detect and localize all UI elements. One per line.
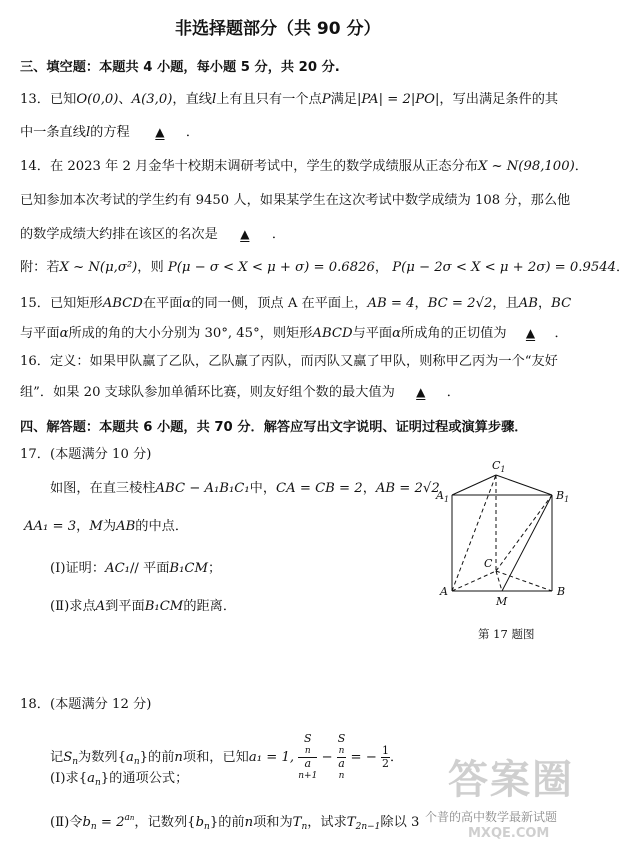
question-18-line-1: 记$S_n$为数列$\{a_n\}$的前n项和，已知a₁ = 1, S n a n+1 − S n a n = − $\frac{1}{2}$ ． [50, 732, 404, 781]
probability-2: P(μ − 2σ < X < μ + 2σ) = 0.9544 [392, 260, 617, 275]
question-15-line-2: 与平面α所成的角的大小分别为 30°, 45°，则矩形ABCD与平面α所成角的正切值为 ▲ ． [20, 326, 568, 341]
edge-cm [496, 571, 502, 591]
text: 与平面 [20, 326, 60, 341]
question-number: 18． [20, 697, 50, 712]
blank-marker: ▲ [416, 385, 426, 399]
figure-caption: 第 17 题图 [478, 627, 535, 641]
question-14-note: 附：若X ~ N(μ,σ²)，则 P(μ − σ < X < μ + σ) = 0.6826， P(μ − 2σ < X < μ + 2σ) = 0.9544． [20, 260, 629, 275]
plane-alpha: α [182, 296, 192, 311]
eq-ab: AB = 4 [367, 296, 415, 311]
question-17-part-1 [50, 561, 221, 577]
blank-marker: ▲ [155, 125, 165, 139]
plane-b1cm: B₁CM [144, 599, 184, 614]
eq-ca-cb: CA = CB = 2 [276, 481, 363, 496]
question-13-line-2: 中一条直线l的方程 ▲ ． [20, 125, 200, 140]
question-15-line-1: 15．已知矩形ABCD在平面α的同一侧，顶点 A 在平面上，AB = 4，BC = 2√2，且AB，BC [20, 296, 572, 311]
text: 的通项公式； [109, 771, 189, 786]
score: (本题满分 10 分) [49, 447, 152, 462]
text: 上有且只有一个点 [216, 92, 322, 107]
label-b: B [557, 585, 566, 598]
text: 定义：如果甲队赢了乙队，乙队赢了丙队，而丙队又赢了甲队，则称甲乙丙为一个“友好 [49, 354, 558, 369]
label-m: M [496, 595, 508, 608]
plane-alpha: α [392, 326, 402, 341]
question-number: 15． [20, 296, 50, 311]
text: 记 [50, 750, 64, 765]
segment-ac1: AC₁ [105, 561, 130, 576]
text: 为 [102, 519, 117, 534]
question-14-line-2: 已知参加本次考试的学生约有 9450 人，如果某学生在这次考试中数学成绩为 108 分，那么他 [20, 193, 571, 208]
text: 中， [249, 481, 277, 496]
text: ，直线 [172, 92, 212, 107]
text: 的前 [148, 750, 175, 765]
point-o: O(0,0) [76, 92, 119, 107]
text: 已知矩形 [49, 296, 103, 311]
blank-marker: ▲ [525, 326, 536, 340]
text: 除以 3 [380, 815, 420, 830]
text: 在平面 [142, 296, 183, 311]
watermark-logo: 答案圈 [448, 757, 574, 803]
plane-alpha: α [59, 326, 69, 341]
var-l: l [211, 92, 217, 107]
plane-b1cm: B₁CM [169, 561, 208, 576]
question-14-line-3: 的数学成绩大约排在该区的名次是 ▲ ． [20, 227, 285, 242]
text: // 平面 [129, 561, 170, 576]
edge-ac [452, 571, 496, 591]
question-17-line-1: 如图，在直三棱柱ABC − A₁B₁C₁中，CA = CB = 2，AB = 2√2 [50, 481, 440, 496]
var-l: l [85, 125, 91, 140]
question-18-part-2: (Ⅱ)令$b_n = 2^{an}$，记数列$\{b_n\}$的前n项和为$T_n$，试求$T_{2n-1}$除以 3 [50, 813, 420, 832]
var-m: M [89, 519, 103, 534]
text: (Ⅱ)求点 [50, 599, 96, 614]
text: 组”．如果 20 支球队参加单循环比赛，则友好组个数的最大值为 [20, 385, 395, 400]
watermark-url: MXQE.COM [468, 826, 550, 841]
page-title: 非选择题部分（共 90 分） [175, 19, 381, 39]
distribution: X ~ N(μ,σ²) [59, 260, 138, 275]
text: ， [76, 519, 90, 534]
rect-abcd: ABCD [102, 296, 143, 311]
text: 的方程 [90, 125, 130, 140]
text: 中一条直线 [20, 125, 86, 140]
text: 附：若 [20, 260, 60, 275]
condition: |PA| = 2|PO| [356, 92, 440, 107]
text: 的数学成绩大约排在该区的名次是 [20, 227, 218, 242]
text: 项和为 [253, 815, 293, 830]
probability-1: P(μ − σ < X < μ + σ) = 0.6826 [167, 260, 375, 275]
text: (Ⅰ)证明： [50, 561, 106, 576]
a1-value: a₁ = 1, [248, 750, 295, 765]
question-16-line-2: 组”．如果 20 支球队参加单循环比赛，则友好组个数的最大值为 ▲ ． [20, 385, 460, 400]
text: 在 2023 年 2 月金华十校期末调研考试中，学生的数学成绩服从正态分布 [49, 159, 478, 174]
question-number: 17． [20, 447, 50, 462]
label-c1: $C_1$ [492, 459, 506, 474]
prism: ABC − A₁B₁C₁ [155, 481, 250, 496]
text: 的前 [218, 815, 245, 830]
text: 满足 [330, 92, 357, 107]
label-a: A [440, 585, 448, 598]
question-13-line-1: 13．已知O(0,0)、A(3,0)，直线l上有且只有一个点P满足|PA| = 2|PO|，写出满足条件的其 [20, 92, 559, 107]
eq-bc: BC = 2√2 [427, 296, 493, 311]
text: 到平面 [105, 599, 145, 614]
answer-blank[interactable] [218, 226, 272, 243]
question-17-line-2 [24, 519, 188, 535]
score: (本题满分 12 分) [49, 697, 152, 712]
text: ； [208, 561, 222, 576]
question-18-part-1: (Ⅰ)求$\{a_n\}$的通项公式； [50, 771, 189, 788]
section-heading-solve: 四、解答题：本题共 6 小题，共 70 分．解答应写出文字说明、证明过程或演算步骤． [20, 420, 528, 435]
edge-cb [496, 571, 552, 591]
point-a: A [95, 599, 106, 614]
text: 所成角的正切值为 [401, 326, 507, 341]
text: 项和，已知 [182, 750, 249, 765]
text: 所成的角的大小分别为 30°, 45°，则矩形 [68, 326, 313, 341]
question-16-line-1 [20, 354, 558, 370]
prism-diagram [430, 458, 580, 608]
text: ，试求 [307, 815, 347, 830]
eq-ab: AB = 2√2 [375, 481, 440, 496]
text: 为数列 [78, 750, 118, 765]
question-18-header [20, 697, 151, 713]
distribution: X ~ N(98,100) [477, 159, 575, 174]
label-c: C [484, 557, 493, 570]
text: (Ⅱ)令 [50, 815, 83, 830]
blank-marker: ▲ [240, 227, 250, 241]
var-p: P [321, 92, 331, 107]
text: ，写出满足条件的其 [439, 92, 559, 107]
label-a1: $A_1$ [436, 489, 450, 504]
answer-blank[interactable] [507, 325, 555, 342]
watermark-text: 个普的高中数学最新试题 [425, 810, 558, 824]
text: 已知 [49, 92, 77, 107]
question-number: 14． [20, 159, 50, 174]
question-14-line-1: 14．在 2023 年 2 月金华十校期末调研考试中，学生的数学成绩服从正态分布X ~ N(98,100)． [20, 159, 588, 174]
point-a: A(3,0) [131, 92, 173, 107]
edge-c1b1 [496, 475, 552, 495]
text: (Ⅰ)求 [50, 771, 79, 786]
question-17-part-2 [50, 599, 236, 615]
text: 的距离． [183, 599, 237, 614]
question-17-header [20, 447, 151, 463]
answer-blank[interactable] [134, 124, 186, 141]
rect-abcd: ABCD [312, 326, 353, 341]
edge-b1m [502, 495, 552, 591]
text: 的同一侧，顶点 A 在平面上， [191, 296, 368, 311]
text: 的中点． [135, 519, 189, 534]
section-heading-fill-in: 三、填空题：本题共 4 小题，每小题 5 分，共 20 分. [20, 60, 340, 75]
text: ，记数列 [134, 815, 188, 830]
edge-cb1 [496, 495, 552, 571]
segment-ab: AB [116, 519, 136, 534]
eq-aa1: AA₁ = 3 [24, 519, 77, 534]
text: ，且 [492, 296, 519, 311]
question-number: 16． [20, 354, 50, 369]
answer-blank[interactable] [395, 384, 447, 401]
label-b1: $B_1$ [556, 489, 570, 504]
text: 与平面 [352, 326, 393, 341]
text: 如图，在直三棱柱 [50, 481, 156, 496]
question-number: 13． [20, 92, 50, 107]
